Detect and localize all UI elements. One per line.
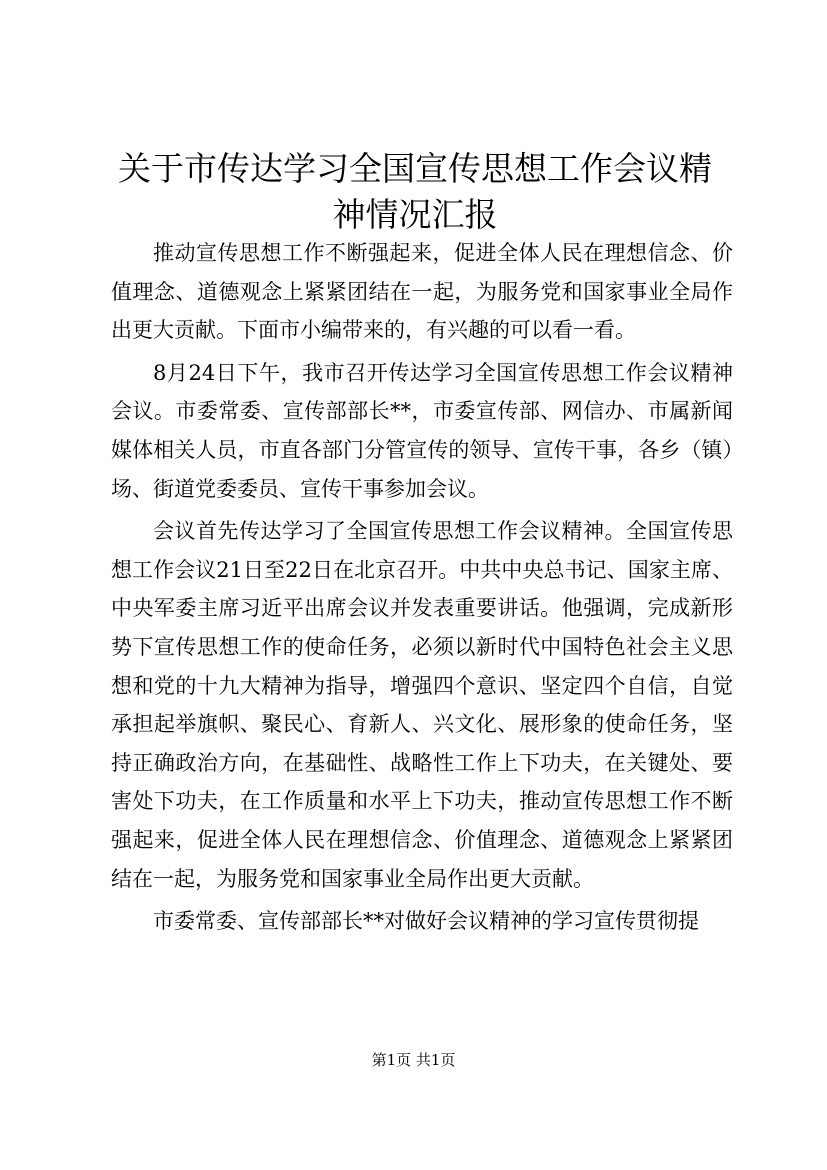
paragraph-4: 市委常委、宣传部部长**对做好会议精神的学习宣传贯彻提 — [153, 909, 699, 934]
page-footer: 第1页 共1页 — [371, 1051, 456, 1069]
paragraph-2: 8月24日下午，我市召开传达学习全国宣传思想工作会议精神会议。市委常委、宣传部部长**，市委宣传部、网信办、市属新闻媒体相关人员，市直各部门分管宣传的领导、宣传干事，各乡（镇）场、街道党委委员、宣传干事参加会议。 — [111, 360, 733, 501]
paragraph-3: 会议首先传达学习了全国宣传思想工作会议精神。全国宣传思想工作会议21日至22日在北京召开。中共中央总书记、国家主席、中央军委主席习近平出席会议并发表重要讲话。他强调，完成新形势下宣传思想工作的使命任务，必须以新时代中国特色社会主义思想和党的十九大精神为指导，增强四个意识、坚定四个自信，自觉承担起举旗帜、聚民心、育新人、兴文化、展形象的使命任务，坚持正确政治方向，在基础性、战略性工作上下功夫，在关键处、要害处下功夫，在工作质量和水平上下功夫，推动宣传思想工作不断强起来，促进全体人民在理想信念、价值理念、道德观念上紧紧团结在一起，为服务党和国家事业全局作出更大贡献。 — [111, 519, 733, 891]
document-title: 关于市传达学习全国宣传思想工作会议精神情况汇报 — [118, 149, 712, 234]
paragraph-1: 推动宣传思想工作不断强起来，促进全体人民在理想信念、价值理念、道德观念上紧紧团结在一起，为服务党和国家事业全局作出更大贡献。下面市小编带来的，有兴趣的可以看一看。 — [111, 241, 733, 343]
document-body — [111, 234, 733, 945]
